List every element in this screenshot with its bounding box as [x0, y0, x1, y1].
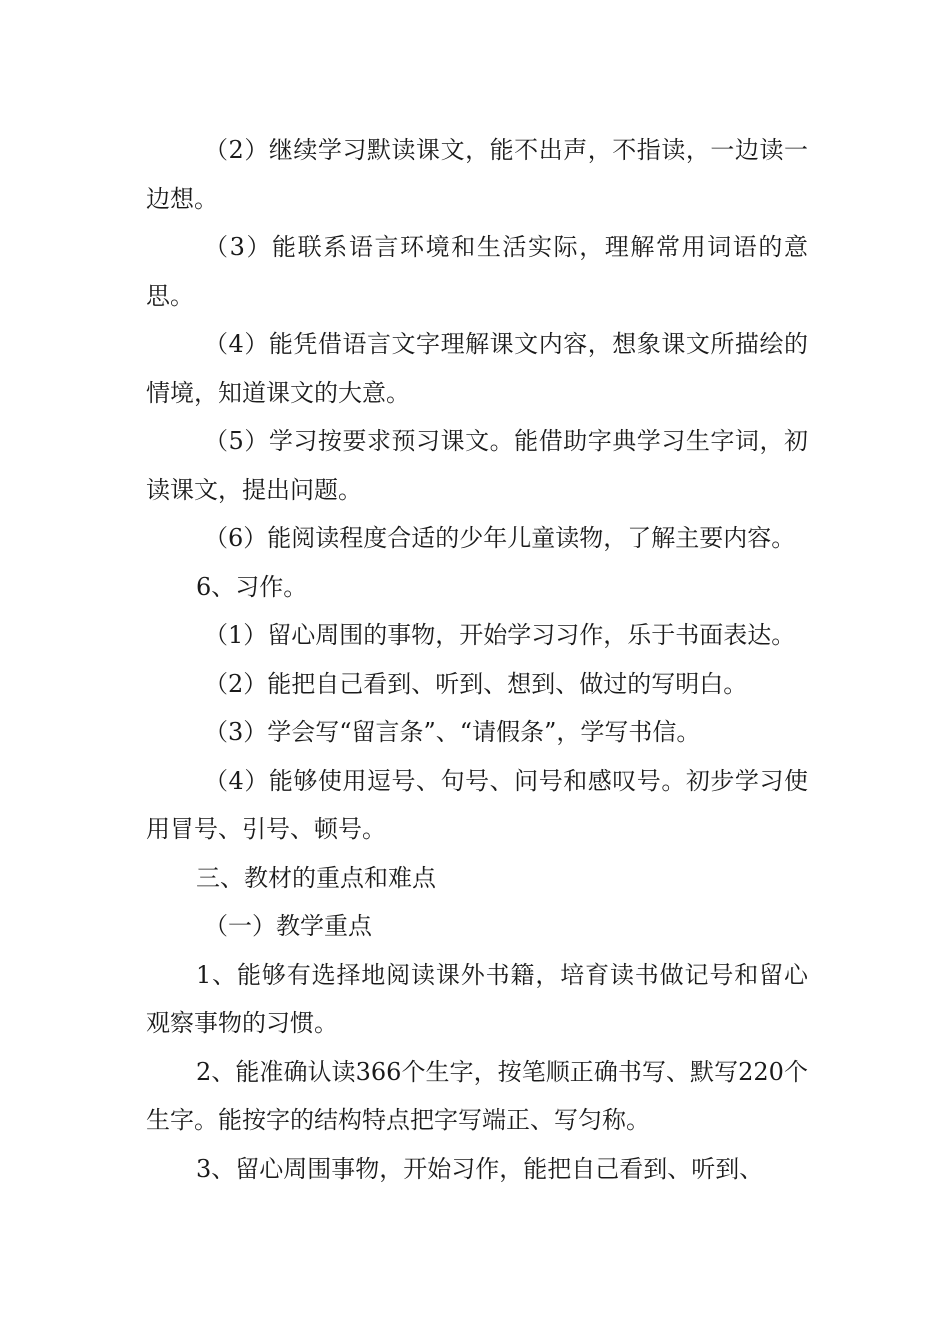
paragraph-word-meaning: （3）能联系语言环境和生活实际，理解常用词语的意思。 [146, 233, 808, 310]
section-heading-writing: 6、习作。 [196, 572, 308, 601]
paragraph-notes-letters: （3）学会写“留言条”、“请假条”，学写书信。 [204, 718, 701, 746]
paragraph-understand-text: （4）能凭借语言文字理解课文内容，想象课文所描绘的情境，知道课文的大意。 [146, 330, 808, 407]
document-body [146, 126, 808, 1193]
paragraph-focus-3: 3、留心周围事物，开始习作，能把自己看到、听到、 [196, 1154, 764, 1183]
paragraph-focus-2: 2、能准确认读366个生字，按笔顺正确书写、默写220个生字。能按字的结构特点把字写端正、写匀称。 [146, 1057, 808, 1134]
paragraph-write-clearly: （2）能把自己看到、听到、想到、做过的写明白。 [204, 669, 748, 698]
paragraph-focus-1: 1、能够有选择地阅读课外书籍，培育读书做记号和留心观察事物的习惯。 [146, 960, 808, 1037]
paragraph-punctuation: （4）能够使用逗号、句号、问号和感叹号。初步学习使用冒号、引号、顿号。 [146, 766, 808, 843]
paragraph-read-silently: （2）继续学习默读课文，能不出声，不指读，一边读一边想。 [146, 136, 808, 213]
paragraph-observe-things: （1）留心周围的事物，开始学习习作，乐于书面表达。 [204, 621, 796, 649]
section-heading-key-points: 三、教材的重点和难点 [196, 863, 436, 892]
paragraph-preview-text: （5）学习按要求预习课文。能借助字典学习生字词，初读课文，提出问题。 [146, 427, 808, 504]
paragraph-children-reading: （6）能阅读程度合适的少年儿童读物，了解主要内容。 [204, 524, 796, 552]
subsection-heading-teaching-focus: （一）教学重点 [204, 912, 372, 940]
